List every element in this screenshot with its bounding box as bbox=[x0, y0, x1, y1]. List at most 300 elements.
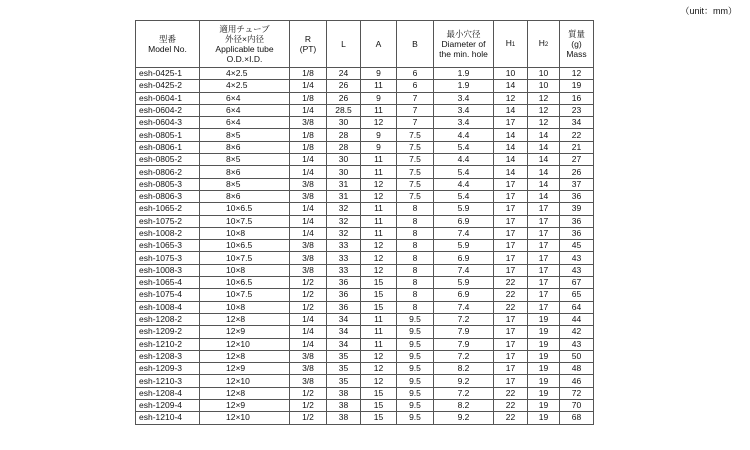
cell-mass: 36 bbox=[560, 227, 594, 239]
cell-model: esh-0806-1 bbox=[136, 141, 200, 153]
cell-a: 15 bbox=[361, 412, 397, 424]
cell-l: 33 bbox=[327, 240, 361, 252]
cell-h2: 14 bbox=[528, 154, 560, 166]
cell-r: 3/8 bbox=[290, 240, 327, 252]
cell-mass: 50 bbox=[560, 350, 594, 362]
cell-mass: 64 bbox=[560, 301, 594, 313]
cell-mass: 26 bbox=[560, 166, 594, 178]
cell-tube: 12×9 bbox=[200, 400, 290, 412]
cell-h2: 14 bbox=[528, 166, 560, 178]
cell-a: 11 bbox=[361, 313, 397, 325]
cell-a: 12 bbox=[361, 190, 397, 202]
table-row bbox=[136, 166, 594, 178]
header-tube bbox=[200, 21, 290, 68]
table-row bbox=[136, 264, 594, 276]
header-tube-jp1: 適用チューブ bbox=[219, 24, 270, 34]
cell-a: 11 bbox=[361, 154, 397, 166]
cell-h2: 19 bbox=[528, 326, 560, 338]
cell-h2: 12 bbox=[528, 117, 560, 129]
cell-l: 34 bbox=[327, 326, 361, 338]
cell-a: 11 bbox=[361, 338, 397, 350]
cell-h1: 14 bbox=[494, 104, 528, 116]
cell-h2: 19 bbox=[528, 313, 560, 325]
table-row bbox=[136, 412, 594, 424]
table-row bbox=[136, 215, 594, 227]
cell-min-hole: 7.2 bbox=[434, 313, 494, 325]
cell-h2: 19 bbox=[528, 375, 560, 387]
cell-tube: 8×6 bbox=[200, 141, 290, 153]
cell-tube: 8×6 bbox=[200, 190, 290, 202]
cell-min-hole: 7.9 bbox=[434, 326, 494, 338]
cell-l: 32 bbox=[327, 203, 361, 215]
cell-mass: 22 bbox=[560, 129, 594, 141]
cell-l: 36 bbox=[327, 301, 361, 313]
table-row bbox=[136, 117, 594, 129]
cell-h2: 19 bbox=[528, 338, 560, 350]
table-row bbox=[136, 375, 594, 387]
cell-tube: 10×7.5 bbox=[200, 289, 290, 301]
cell-h1: 17 bbox=[494, 363, 528, 375]
cell-h2: 17 bbox=[528, 301, 560, 313]
cell-b: 7.5 bbox=[397, 141, 434, 153]
header-r bbox=[290, 21, 327, 68]
cell-a: 12 bbox=[361, 117, 397, 129]
header-r-main: R bbox=[304, 34, 312, 44]
cell-min-hole: 9.2 bbox=[434, 412, 494, 424]
cell-b: 8 bbox=[397, 301, 434, 313]
table-row bbox=[136, 178, 594, 190]
cell-b: 9.5 bbox=[397, 350, 434, 362]
cell-b: 8 bbox=[397, 264, 434, 276]
cell-r: 1/4 bbox=[290, 104, 327, 116]
cell-min-hole: 6.9 bbox=[434, 215, 494, 227]
cell-b: 7.5 bbox=[397, 190, 434, 202]
cell-a: 9 bbox=[361, 141, 397, 153]
cell-h2: 10 bbox=[528, 80, 560, 92]
cell-mass: 67 bbox=[560, 277, 594, 289]
cell-mass: 36 bbox=[560, 215, 594, 227]
cell-min-hole: 5.9 bbox=[434, 203, 494, 215]
cell-min-hole: 7.9 bbox=[434, 338, 494, 350]
cell-model: esh-1209-2 bbox=[136, 326, 200, 338]
cell-a: 11 bbox=[361, 215, 397, 227]
cell-tube: 8×6 bbox=[200, 166, 290, 178]
cell-h2: 10 bbox=[528, 68, 560, 80]
cell-r: 1/4 bbox=[290, 326, 327, 338]
cell-a: 15 bbox=[361, 400, 397, 412]
cell-r: 3/8 bbox=[290, 363, 327, 375]
cell-model: esh-0425-1 bbox=[136, 68, 200, 80]
cell-l: 30 bbox=[327, 166, 361, 178]
cell-min-hole: 7.2 bbox=[434, 350, 494, 362]
header-r-sub: (PT) bbox=[299, 44, 317, 54]
table-row bbox=[136, 350, 594, 362]
cell-model: esh-1008-2 bbox=[136, 227, 200, 239]
cell-h2: 17 bbox=[528, 227, 560, 239]
cell-a: 15 bbox=[361, 301, 397, 313]
cell-h2: 14 bbox=[528, 141, 560, 153]
cell-r: 1/8 bbox=[290, 141, 327, 153]
cell-l: 32 bbox=[327, 227, 361, 239]
cell-model: esh-1008-4 bbox=[136, 301, 200, 313]
cell-h2: 12 bbox=[528, 92, 560, 104]
cell-l: 38 bbox=[327, 412, 361, 424]
cell-min-hole: 8.2 bbox=[434, 363, 494, 375]
cell-l: 32 bbox=[327, 215, 361, 227]
table-row bbox=[136, 301, 594, 313]
cell-a: 12 bbox=[361, 375, 397, 387]
cell-r: 1/2 bbox=[290, 412, 327, 424]
cell-min-hole: 4.4 bbox=[434, 129, 494, 141]
cell-l: 28 bbox=[327, 141, 361, 153]
cell-a: 12 bbox=[361, 240, 397, 252]
cell-model: esh-0425-2 bbox=[136, 80, 200, 92]
header-model-en: Model No. bbox=[148, 44, 187, 54]
cell-min-hole: 5.4 bbox=[434, 166, 494, 178]
cell-tube: 10×6.5 bbox=[200, 203, 290, 215]
cell-r: 3/8 bbox=[290, 190, 327, 202]
cell-a: 15 bbox=[361, 387, 397, 399]
table-row bbox=[136, 104, 594, 116]
table-row bbox=[136, 313, 594, 325]
cell-model: esh-0806-3 bbox=[136, 190, 200, 202]
cell-model: esh-1075-3 bbox=[136, 252, 200, 264]
cell-h1: 14 bbox=[494, 80, 528, 92]
cell-b: 9.5 bbox=[397, 326, 434, 338]
cell-b: 9.5 bbox=[397, 375, 434, 387]
cell-tube: 10×7.5 bbox=[200, 252, 290, 264]
cell-h2: 17 bbox=[528, 215, 560, 227]
cell-b: 7 bbox=[397, 92, 434, 104]
header-a-label: A bbox=[375, 39, 382, 49]
cell-l: 26 bbox=[327, 80, 361, 92]
header-mass-en: Mass bbox=[566, 49, 587, 59]
cell-h1: 17 bbox=[494, 215, 528, 227]
cell-h1: 17 bbox=[494, 326, 528, 338]
cell-h1: 10 bbox=[494, 68, 528, 80]
cell-b: 8 bbox=[397, 227, 434, 239]
header-min-hole-jp: 最小穴径 bbox=[446, 29, 481, 39]
cell-h1: 17 bbox=[494, 313, 528, 325]
cell-l: 38 bbox=[327, 400, 361, 412]
cell-model: esh-1065-4 bbox=[136, 277, 200, 289]
table-row bbox=[136, 227, 594, 239]
cell-a: 12 bbox=[361, 350, 397, 362]
header-min-hole bbox=[434, 21, 494, 68]
cell-h1: 17 bbox=[494, 264, 528, 276]
cell-h1: 22 bbox=[494, 301, 528, 313]
cell-mass: 16 bbox=[560, 92, 594, 104]
cell-min-hole: 7.4 bbox=[434, 301, 494, 313]
cell-model: esh-1209-3 bbox=[136, 363, 200, 375]
cell-r: 1/4 bbox=[290, 338, 327, 350]
cell-model: esh-1065-3 bbox=[136, 240, 200, 252]
cell-l: 28 bbox=[327, 129, 361, 141]
cell-a: 11 bbox=[361, 227, 397, 239]
cell-h2: 17 bbox=[528, 203, 560, 215]
cell-h1: 14 bbox=[494, 154, 528, 166]
cell-r: 1/4 bbox=[290, 80, 327, 92]
header-tube-en1: Applicable tube bbox=[215, 44, 274, 54]
cell-mass: 43 bbox=[560, 338, 594, 350]
cell-min-hole: 5.9 bbox=[434, 240, 494, 252]
cell-l: 24 bbox=[327, 68, 361, 80]
cell-h1: 17 bbox=[494, 240, 528, 252]
cell-tube: 12×10 bbox=[200, 412, 290, 424]
cell-model: esh-0604-3 bbox=[136, 117, 200, 129]
cell-tube: 12×9 bbox=[200, 326, 290, 338]
cell-tube: 10×7.5 bbox=[200, 215, 290, 227]
cell-h2: 17 bbox=[528, 289, 560, 301]
cell-min-hole: 3.4 bbox=[434, 92, 494, 104]
header-a bbox=[361, 21, 397, 68]
cell-h1: 14 bbox=[494, 141, 528, 153]
cell-a: 12 bbox=[361, 178, 397, 190]
table-row bbox=[136, 240, 594, 252]
cell-model: esh-1008-3 bbox=[136, 264, 200, 276]
cell-model: esh-0806-2 bbox=[136, 166, 200, 178]
cell-l: 36 bbox=[327, 289, 361, 301]
table-row bbox=[136, 129, 594, 141]
cell-h1: 17 bbox=[494, 203, 528, 215]
table-row bbox=[136, 141, 594, 153]
cell-h1: 22 bbox=[494, 387, 528, 399]
cell-b: 9.5 bbox=[397, 400, 434, 412]
cell-h1: 17 bbox=[494, 178, 528, 190]
cell-min-hole: 1.9 bbox=[434, 68, 494, 80]
table-row bbox=[136, 387, 594, 399]
cell-min-hole: 7.4 bbox=[434, 264, 494, 276]
cell-model: esh-1209-4 bbox=[136, 400, 200, 412]
cell-min-hole: 7.2 bbox=[434, 387, 494, 399]
cell-model: esh-1065-2 bbox=[136, 203, 200, 215]
cell-r: 1/4 bbox=[290, 227, 327, 239]
cell-tube: 12×8 bbox=[200, 313, 290, 325]
cell-model: esh-1208-2 bbox=[136, 313, 200, 325]
cell-r: 1/2 bbox=[290, 277, 327, 289]
cell-h2: 12 bbox=[528, 104, 560, 116]
cell-mass: 45 bbox=[560, 240, 594, 252]
header-h1-main: H bbox=[505, 38, 512, 48]
header-l bbox=[327, 21, 361, 68]
cell-h2: 17 bbox=[528, 277, 560, 289]
cell-h2: 19 bbox=[528, 387, 560, 399]
cell-a: 9 bbox=[361, 68, 397, 80]
header-mass-unit: (g) bbox=[571, 39, 582, 49]
cell-h1: 12 bbox=[494, 92, 528, 104]
cell-min-hole: 4.4 bbox=[434, 154, 494, 166]
cell-model: esh-1210-2 bbox=[136, 338, 200, 350]
cell-tube: 6×4 bbox=[200, 92, 290, 104]
cell-b: 8 bbox=[397, 240, 434, 252]
cell-model: esh-0604-2 bbox=[136, 104, 200, 116]
cell-min-hole: 7.4 bbox=[434, 227, 494, 239]
cell-tube: 12×10 bbox=[200, 338, 290, 350]
cell-h2: 14 bbox=[528, 178, 560, 190]
cell-l: 34 bbox=[327, 313, 361, 325]
cell-b: 8 bbox=[397, 277, 434, 289]
cell-b: 7.5 bbox=[397, 166, 434, 178]
table-row bbox=[136, 154, 594, 166]
cell-r: 3/8 bbox=[290, 117, 327, 129]
header-b-label: B bbox=[412, 39, 418, 49]
cell-b: 9.5 bbox=[397, 313, 434, 325]
cell-a: 15 bbox=[361, 277, 397, 289]
cell-r: 1/4 bbox=[290, 154, 327, 166]
cell-r: 3/8 bbox=[290, 178, 327, 190]
table-row bbox=[136, 92, 594, 104]
cell-b: 7.5 bbox=[397, 129, 434, 141]
header-tube-en2: O.D.×I.D. bbox=[226, 54, 263, 64]
cell-tube: 12×8 bbox=[200, 350, 290, 362]
cell-b: 9.5 bbox=[397, 338, 434, 350]
cell-b: 8 bbox=[397, 203, 434, 215]
cell-b: 7 bbox=[397, 117, 434, 129]
cell-mass: 19 bbox=[560, 80, 594, 92]
cell-mass: 68 bbox=[560, 412, 594, 424]
cell-l: 31 bbox=[327, 178, 361, 190]
cell-r: 1/2 bbox=[290, 400, 327, 412]
cell-tube: 12×10 bbox=[200, 375, 290, 387]
cell-mass: 65 bbox=[560, 289, 594, 301]
header-mass bbox=[560, 21, 594, 68]
cell-h1: 17 bbox=[494, 117, 528, 129]
cell-h2: 14 bbox=[528, 190, 560, 202]
cell-r: 1/2 bbox=[290, 301, 327, 313]
cell-min-hole: 5.9 bbox=[434, 277, 494, 289]
cell-a: 11 bbox=[361, 104, 397, 116]
cell-model: esh-1210-3 bbox=[136, 375, 200, 387]
header-h1-sub: 1 bbox=[511, 42, 516, 48]
cell-l: 34 bbox=[327, 338, 361, 350]
cell-b: 9.5 bbox=[397, 387, 434, 399]
cell-mass: 48 bbox=[560, 363, 594, 375]
cell-r: 1/4 bbox=[290, 203, 327, 215]
cell-b: 7.5 bbox=[397, 154, 434, 166]
cell-r: 1/2 bbox=[290, 387, 327, 399]
cell-h2: 19 bbox=[528, 412, 560, 424]
cell-a: 12 bbox=[361, 252, 397, 264]
cell-r: 3/8 bbox=[290, 375, 327, 387]
cell-tube: 8×5 bbox=[200, 129, 290, 141]
cell-r: 1/4 bbox=[290, 166, 327, 178]
cell-l: 33 bbox=[327, 252, 361, 264]
cell-a: 11 bbox=[361, 166, 397, 178]
header-model-jp: 型番 bbox=[158, 34, 176, 44]
cell-h1: 22 bbox=[494, 289, 528, 301]
cell-h2: 19 bbox=[528, 400, 560, 412]
cell-h1: 22 bbox=[494, 277, 528, 289]
cell-tube: 6×4 bbox=[200, 104, 290, 116]
cell-h2: 17 bbox=[528, 252, 560, 264]
cell-min-hole: 5.4 bbox=[434, 141, 494, 153]
table-row bbox=[136, 190, 594, 202]
table-row bbox=[136, 289, 594, 301]
cell-b: 6 bbox=[397, 80, 434, 92]
header-h2-sub: 2 bbox=[544, 42, 549, 48]
cell-l: 35 bbox=[327, 363, 361, 375]
cell-l: 33 bbox=[327, 264, 361, 276]
cell-model: esh-1208-3 bbox=[136, 350, 200, 362]
spec-table-body bbox=[136, 68, 594, 425]
cell-tube: 10×8 bbox=[200, 301, 290, 313]
cell-r: 1/2 bbox=[290, 289, 327, 301]
cell-a: 12 bbox=[361, 264, 397, 276]
table-row bbox=[136, 277, 594, 289]
cell-tube: 10×6.5 bbox=[200, 277, 290, 289]
table-row bbox=[136, 400, 594, 412]
cell-b: 9.5 bbox=[397, 363, 434, 375]
cell-mass: 23 bbox=[560, 104, 594, 116]
cell-h1: 17 bbox=[494, 338, 528, 350]
cell-mass: 42 bbox=[560, 326, 594, 338]
cell-min-hole: 4.4 bbox=[434, 178, 494, 190]
cell-h2: 17 bbox=[528, 240, 560, 252]
cell-r: 1/4 bbox=[290, 313, 327, 325]
cell-b: 8 bbox=[397, 252, 434, 264]
cell-mass: 43 bbox=[560, 264, 594, 276]
cell-h1: 17 bbox=[494, 252, 528, 264]
header-h1 bbox=[494, 21, 528, 68]
cell-a: 15 bbox=[361, 289, 397, 301]
cell-l: 35 bbox=[327, 350, 361, 362]
table-row bbox=[136, 203, 594, 215]
header-mass-jp: 質量 bbox=[567, 29, 585, 39]
cell-r: 3/8 bbox=[290, 252, 327, 264]
cell-h1: 17 bbox=[494, 350, 528, 362]
cell-tube: 4×2.5 bbox=[200, 68, 290, 80]
cell-tube: 12×9 bbox=[200, 363, 290, 375]
cell-model: esh-0805-1 bbox=[136, 129, 200, 141]
cell-r: 1/4 bbox=[290, 215, 327, 227]
cell-h2: 17 bbox=[528, 264, 560, 276]
cell-model: esh-1208-4 bbox=[136, 387, 200, 399]
cell-model: esh-0604-1 bbox=[136, 92, 200, 104]
header-model bbox=[136, 21, 200, 68]
cell-tube: 6×4 bbox=[200, 117, 290, 129]
cell-l: 38 bbox=[327, 387, 361, 399]
cell-mass: 37 bbox=[560, 178, 594, 190]
cell-h1: 17 bbox=[494, 375, 528, 387]
cell-h1: 14 bbox=[494, 129, 528, 141]
cell-model: esh-1075-2 bbox=[136, 215, 200, 227]
cell-a: 11 bbox=[361, 203, 397, 215]
cell-mass: 36 bbox=[560, 190, 594, 202]
cell-l: 36 bbox=[327, 277, 361, 289]
cell-mass: 46 bbox=[560, 375, 594, 387]
cell-tube: 4×2.5 bbox=[200, 80, 290, 92]
cell-mass: 12 bbox=[560, 68, 594, 80]
cell-mass: 39 bbox=[560, 203, 594, 215]
table-row bbox=[136, 363, 594, 375]
cell-a: 11 bbox=[361, 326, 397, 338]
cell-b: 7.5 bbox=[397, 178, 434, 190]
spec-table bbox=[135, 20, 594, 425]
cell-model: esh-1210-4 bbox=[136, 412, 200, 424]
cell-b: 8 bbox=[397, 289, 434, 301]
header-tube-jp2: 外径×内径 bbox=[225, 34, 264, 44]
cell-tube: 10×6.5 bbox=[200, 240, 290, 252]
table-row bbox=[136, 326, 594, 338]
cell-h1: 22 bbox=[494, 412, 528, 424]
cell-a: 11 bbox=[361, 80, 397, 92]
cell-r: 1/8 bbox=[290, 68, 327, 80]
cell-tube: 12×8 bbox=[200, 387, 290, 399]
cell-model: esh-0805-3 bbox=[136, 178, 200, 190]
cell-l: 30 bbox=[327, 154, 361, 166]
cell-a: 12 bbox=[361, 363, 397, 375]
table-row bbox=[136, 252, 594, 264]
